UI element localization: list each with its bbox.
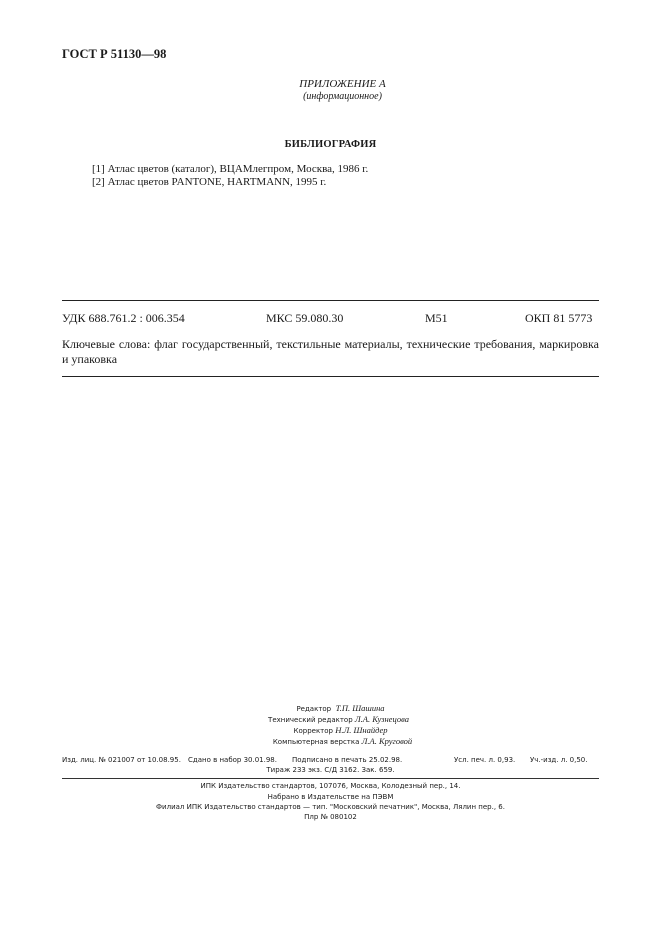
staff-label: Корректор — [293, 727, 333, 735]
imprint-line: Филиал ИПК Издательство стандартов — тип. "Московский печатник", Москва, Лялин пер., 6. — [156, 803, 505, 811]
print-sheets: Усл. печ. л. 0,93. — [454, 756, 516, 764]
imprint-line: Плр № 080102 — [304, 813, 357, 821]
appendix-subtitle: (информационное) — [303, 91, 382, 102]
staff-name: Л.А. Круговой — [361, 736, 413, 746]
license: Изд. лиц. № 021007 от 10.08.95. — [62, 756, 181, 764]
circulation: Тираж 233 экз. С/Д 3162. Зак. 659. — [266, 766, 395, 774]
divider-imprint — [62, 778, 599, 779]
group-code: М51 — [425, 311, 448, 325]
standard-number: ГОСТ Р 51130—98 — [62, 47, 167, 61]
publisher-sheets: Уч.-изд. л. 0,50. — [530, 756, 588, 764]
staff-name: Н.Л. Шнайдер — [335, 725, 388, 735]
staff-name: Л.А. Кузнецова — [354, 714, 409, 724]
udk-code: УДК 688.761.2 : 006.354 — [62, 311, 185, 325]
bibliography-item: [2] Атлас цветов PANTONE, HARTMANN, 1995 г. — [92, 176, 327, 188]
bibliography-item: [1] Атлас цветов (каталог), ВЦАМлегпром, Москва, 1986 г. — [92, 163, 369, 175]
staff-corrector — [10, 725, 661, 735]
divider-top — [62, 300, 599, 301]
okp-code: ОКП 81 5773 — [525, 311, 593, 325]
divider-bottom — [62, 376, 599, 377]
staff-layout — [12, 736, 661, 746]
staff-label: Компьютерная верстка — [272, 738, 360, 746]
staff-tech-editor — [8, 714, 661, 724]
staff-label: Технический редактор — [268, 716, 353, 724]
imprint-line: ИПК Издательство стандартов, 107076, Москва, Колодезный пер., 14. — [200, 782, 461, 790]
mks-code: МКС 59.080.30 — [266, 311, 344, 325]
imprint-line: Набрано в Издательстве на ПЭВМ — [267, 793, 394, 801]
signed-date: Подписано в печать 25.02.98. — [292, 756, 403, 764]
staff-name: Т.П. Шашина — [335, 703, 385, 713]
staff-editor — [10, 703, 661, 713]
typeset-date: Сдано в набор 30.01.98. — [188, 756, 277, 764]
keywords: Ключевые слова: флаг государственный, текстильные материалы, технические требования, маркировка и упаковка — [62, 337, 599, 366]
appendix-title: ПРИЛОЖЕНИЕ А — [299, 78, 386, 90]
bibliography-title: БИБЛИОГРАФИЯ — [284, 139, 377, 150]
staff-label: Редактор — [296, 705, 332, 713]
